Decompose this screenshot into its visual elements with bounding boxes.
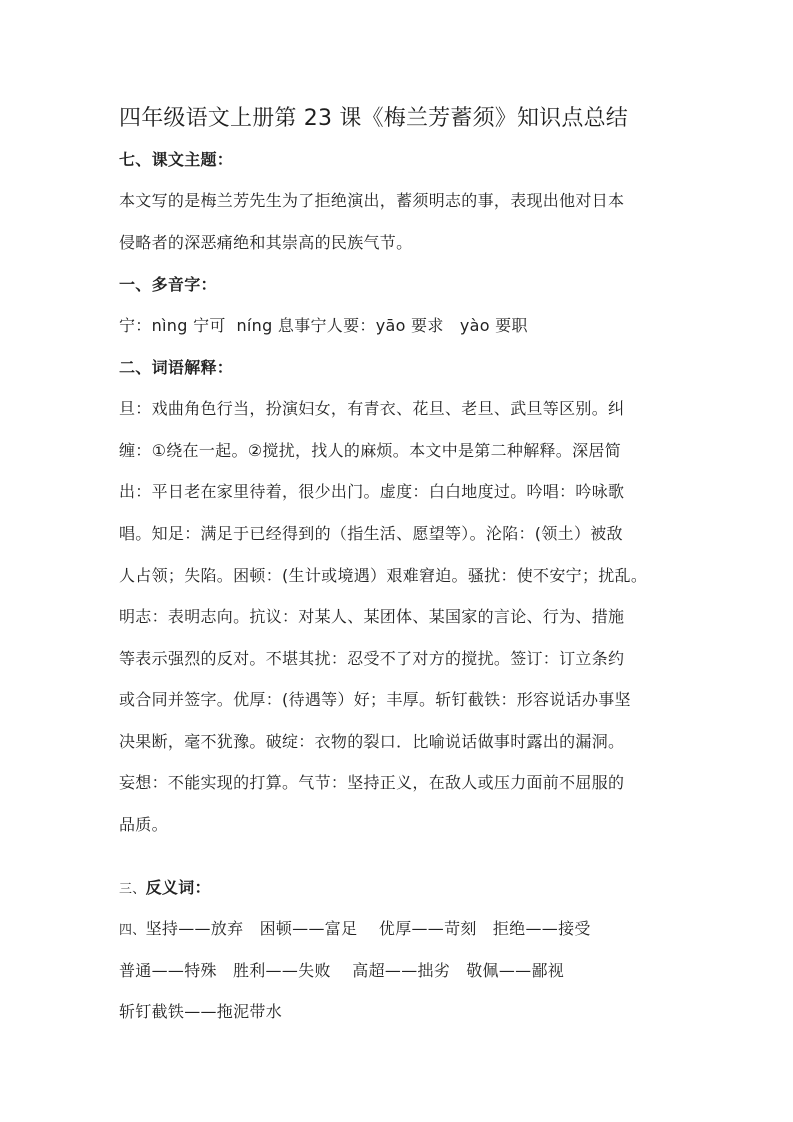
antonym-line: 普通——特殊 胜利——失败 高超——拙劣 敬佩——鄙视 (119, 961, 565, 980)
antonym-line: 斩钉截铁——拖泥带水 (119, 1002, 283, 1021)
section-heading-antonyms (119, 878, 211, 900)
word-explanation-line: 唱。知足：满足于已经得到的（指生活、愿望等）。沦陷：(领土）被敌 (119, 524, 623, 543)
word-explanation-line: 旦：戏曲角色行当，扮演妇女，有青衣、花旦、老旦、武旦等区别。纠 (119, 399, 625, 418)
section-heading-text: 反义词： (145, 878, 211, 897)
section-number: 四、 (119, 923, 146, 938)
section-number: 三、 (119, 882, 146, 897)
section-heading-theme: 七、课文主题： (119, 150, 234, 169)
word-explanation-line: 明志：表明志向。抗议：对某人、某团体、某国家的言论、行为、措施 (119, 607, 625, 626)
section-heading-words: 二、词语解释： (119, 358, 234, 377)
antonym-pairs: 坚持——放弃 困顿——富足 优厚——苛刻 拒绝——接受 (145, 919, 591, 938)
word-explanation-line: 等表示强烈的反对。不堪其扰：忍受不了对方的搅扰。签订：订立条约 (119, 649, 625, 668)
polyphone-line: 宁：nìng 宁可 níng 息事宁人要：yāo 要求 yào 要职 (119, 316, 528, 335)
document-title: 四年级语文上册第 23 课《梅兰芳蓄须》知识点总结 (119, 106, 628, 131)
word-explanation-line: 人占领；失陷。困顿：(生计或境遇）艰难窘迫。骚扰：使不安宁；扰乱。 (119, 566, 648, 585)
antonym-line (119, 919, 591, 941)
word-explanation-line: 决果断，毫不犹豫。破绽：衣物的裂口．比喻说话做事时露出的漏洞。 (119, 732, 625, 751)
theme-line: 侵略者的深恶痛绝和其崇高的民族气节。 (119, 233, 413, 252)
word-explanation-line: 妄想：不能实现的打算。气节：坚持正义，在敌人或压力面前不屈服的 (119, 773, 625, 792)
section-heading-polyphone: 一、多音字： (119, 275, 217, 294)
word-explanation-line: 缠：①绕在一起。②搅扰，找人的麻烦。本文中是第二种解释。深居简 (119, 441, 621, 460)
theme-line: 本文写的是梅兰芳先生为了拒绝演出，蓄须明志的事，表现出他对日本 (119, 191, 625, 210)
word-explanation-line: 或合同并签字。优厚：(待遇等）好；丰厚。斩钉截铁：形容说话办事坚 (119, 690, 631, 709)
word-explanation-line: 品质。 (119, 815, 168, 834)
word-explanation-line: 出：平日老在家里待着，很少出门。虚度：白白地度过。吟唱：吟咏歌 (119, 482, 625, 501)
